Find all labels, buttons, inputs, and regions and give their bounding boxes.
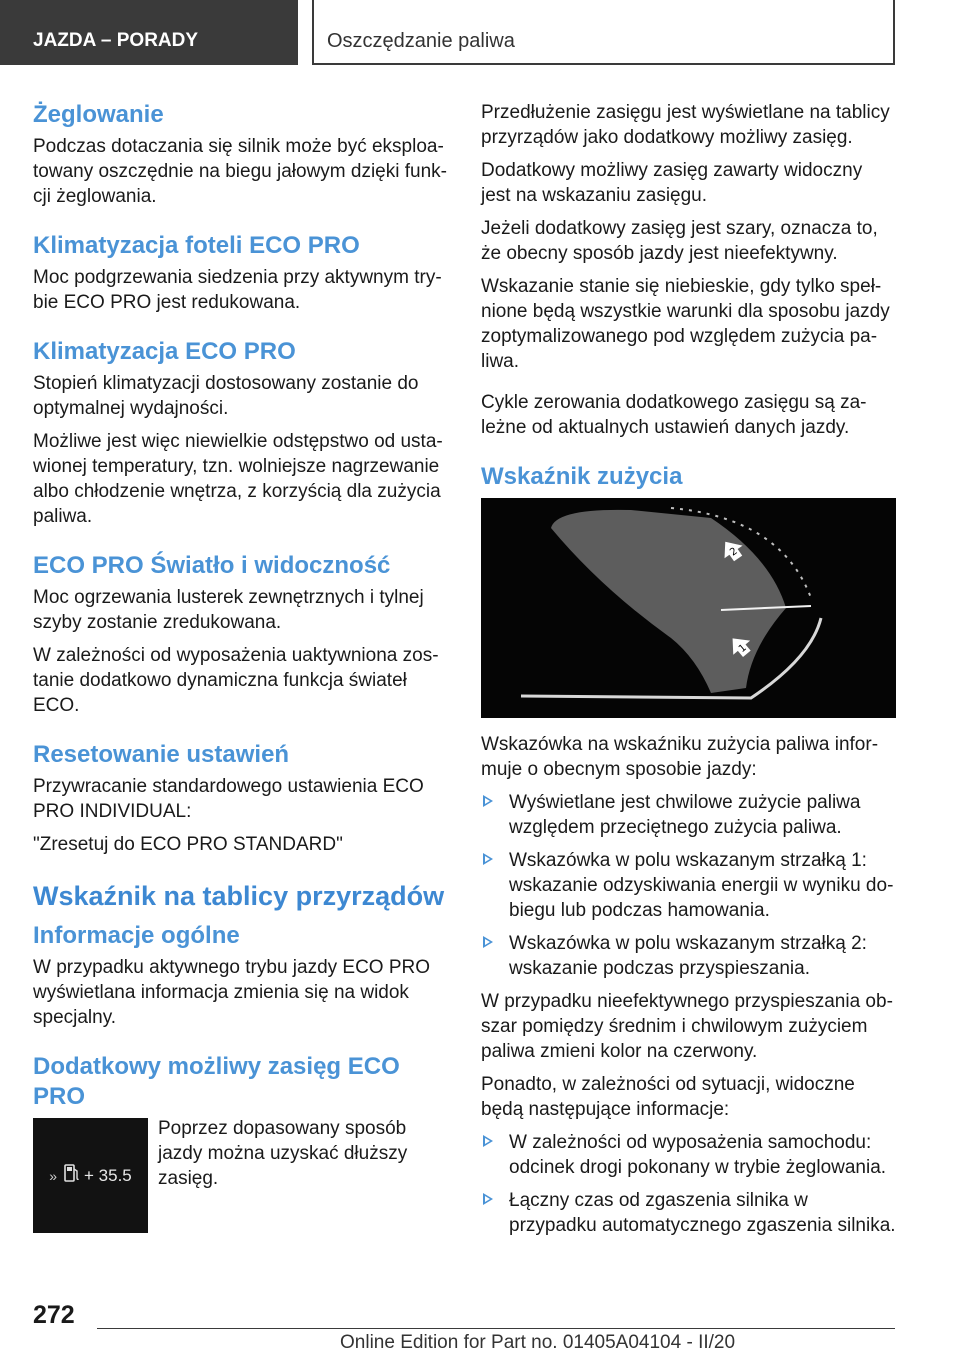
header-section-tab: JAZDA – PORADY xyxy=(0,0,298,65)
double-chevron-icon: » xyxy=(49,1167,58,1184)
right-column xyxy=(481,100,896,1246)
paragraph: W przypadku nieefektywnego przyspieszania obszar pomiędzy średnim i chwilowym zużyciem paliwa zmieni kolor na czerwony. xyxy=(481,991,893,1062)
triangle-bullet-icon xyxy=(483,936,493,948)
heading-wskaznik-zuzycia: Wskaźnik zużycia xyxy=(481,463,683,490)
paragraph: "Zresetuj do ECO PRO STANDARD" xyxy=(33,834,343,855)
paragraph: Wskazanie stanie się niebieskie, gdy tylko spełnione będą wszystkie warunki dla sposobu jazdy zoptymalizowanego pod względem zużycia paliwa. xyxy=(481,276,890,372)
footer-divider xyxy=(97,1328,895,1329)
heading-dodatkowy-zasieg: Dodatkowy możliwy zasięg ECO PRO xyxy=(33,1053,400,1110)
heading-zeglowanie: Żeglowanie xyxy=(33,101,164,128)
heading-klimatyzacja-eco-pro: Klimatyzacja ECO PRO xyxy=(33,338,296,365)
paragraph: Przywracanie standardowego ustawienia ECO PRO INDIVIDUAL: xyxy=(33,776,424,822)
paragraph: Dodatkowy możliwy zasięg zawarty widoczny jest na wskazaniu zasięgu. xyxy=(481,160,863,206)
paragraph: Moc ogrzewania lusterek zewnętrznych i tylnej szyby zostanie zredukowana. xyxy=(33,587,424,633)
triangle-bullet-icon xyxy=(483,795,493,807)
list-item: Wskazówka w polu wskazanym strzałką 2: wskazanie podczas przyspieszania. xyxy=(481,931,896,981)
eco-range-value: + 35.5 xyxy=(84,1165,132,1185)
footer-edition: Online Edition for Part no. 01405A04104 - II/20 xyxy=(340,1332,736,1353)
left-column xyxy=(33,100,448,1233)
bullet-list-info xyxy=(481,1130,896,1238)
list-item: Wyświetlane jest chwilowe zużycie paliwa względem przeciętnego zużycia paliwa. xyxy=(481,790,896,840)
triangle-bullet-icon xyxy=(483,1135,493,1147)
paragraph: Ponadto, w zależności od sytuacji, widoczne będą następujące informacje: xyxy=(481,1074,855,1120)
list-item: Łączny czas od zgaszenia silnika w przypadku automatycznego zgaszenia silnika. xyxy=(481,1188,896,1238)
fuel-pump-icon xyxy=(64,1163,80,1188)
bullet-list-pointer xyxy=(481,790,896,981)
paragraph: Podczas dotaczania się silnik może być eksploatowany oszczędnie na biegu jałowym dzięki funkcji żeglowania. xyxy=(33,136,447,207)
svg-text:2: 2 xyxy=(728,545,740,559)
heading-eco-pro-swiatlo: ECO PRO Światło i widoczność xyxy=(33,552,391,579)
paragraph: Jeżeli dodatkowy zasięg jest szary, oznacza to, że obecny sposób jazdy jest nieefektywny. xyxy=(481,218,878,264)
paragraph: Możliwe jest więc niewielkie odstępstwo od ustawionej temperatury, tzn. wolniejsze nagrzewanie albo chłodzenie wnętrza, z korzyścią dla zużycia paliwa. xyxy=(33,431,443,527)
header-chapter-tab: Oszczędzanie paliwa xyxy=(312,0,895,65)
list-item: Wskazówka w polu wskazanym strzałką 1: wskazanie odzyskiwania energii w wyniku dobiegu lub podczas hamowania. xyxy=(481,848,896,923)
paragraph: Moc podgrzewania siedzenia przy aktywnym trybie ECO PRO jest redukowana. xyxy=(33,267,442,313)
paragraph: Wskazówka na wskaźniku zużycia paliwa informuje o obecnym sposobie jazdy: xyxy=(481,734,879,780)
eco-range-display-image xyxy=(33,1118,148,1233)
paragraph: Cykle zerowania dodatkowego zasięgu są zależne od aktualnych ustawień danych jazdy. xyxy=(481,392,867,438)
eco-range-row xyxy=(33,1116,448,1233)
paragraph: W zależności od wyposażenia uaktywniona zostanie dodatkowo dynamiczna funkcja świateł ECO. xyxy=(33,645,439,716)
paragraph: W przypadku aktywnego trybu jazdy ECO PRO wyświetlana informacja zmienia się na widok specjalny. xyxy=(33,957,431,1028)
gauge-field xyxy=(551,510,786,693)
svg-text:1: 1 xyxy=(736,642,749,655)
heading-informacje-ogolne: Informacje ogólne xyxy=(33,922,240,949)
paragraph: Przedłużenie zasięgu jest wyświetlane na tablicy przyrządów jako dodatkowy możliwy zasięg. xyxy=(481,102,890,148)
list-item: W zależności od wyposażenia samochodu: odcinek drogi pokonany w trybie żeglowania. xyxy=(481,1130,896,1180)
paragraph: Poprzez dopasowany sposób jazdy można uzyskać dłuższy zasięg. xyxy=(158,1118,408,1189)
triangle-bullet-icon xyxy=(483,853,493,865)
paragraph: Stopień klimatyzacji dostosowany zostanie do optymalnej wydajności. xyxy=(33,373,419,419)
page-number: 272 xyxy=(33,1301,75,1329)
triangle-bullet-icon xyxy=(483,1193,493,1205)
heading-wskaznik-tablica: Wskaźnik na tablicy przyrządów xyxy=(33,881,445,911)
heading-resetowanie-ustawien: Resetowanie ustawień xyxy=(33,741,290,768)
heading-klimatyzacja-foteli: Klimatyzacja foteli ECO PRO xyxy=(33,232,360,259)
consumption-gauge-image xyxy=(481,498,896,718)
